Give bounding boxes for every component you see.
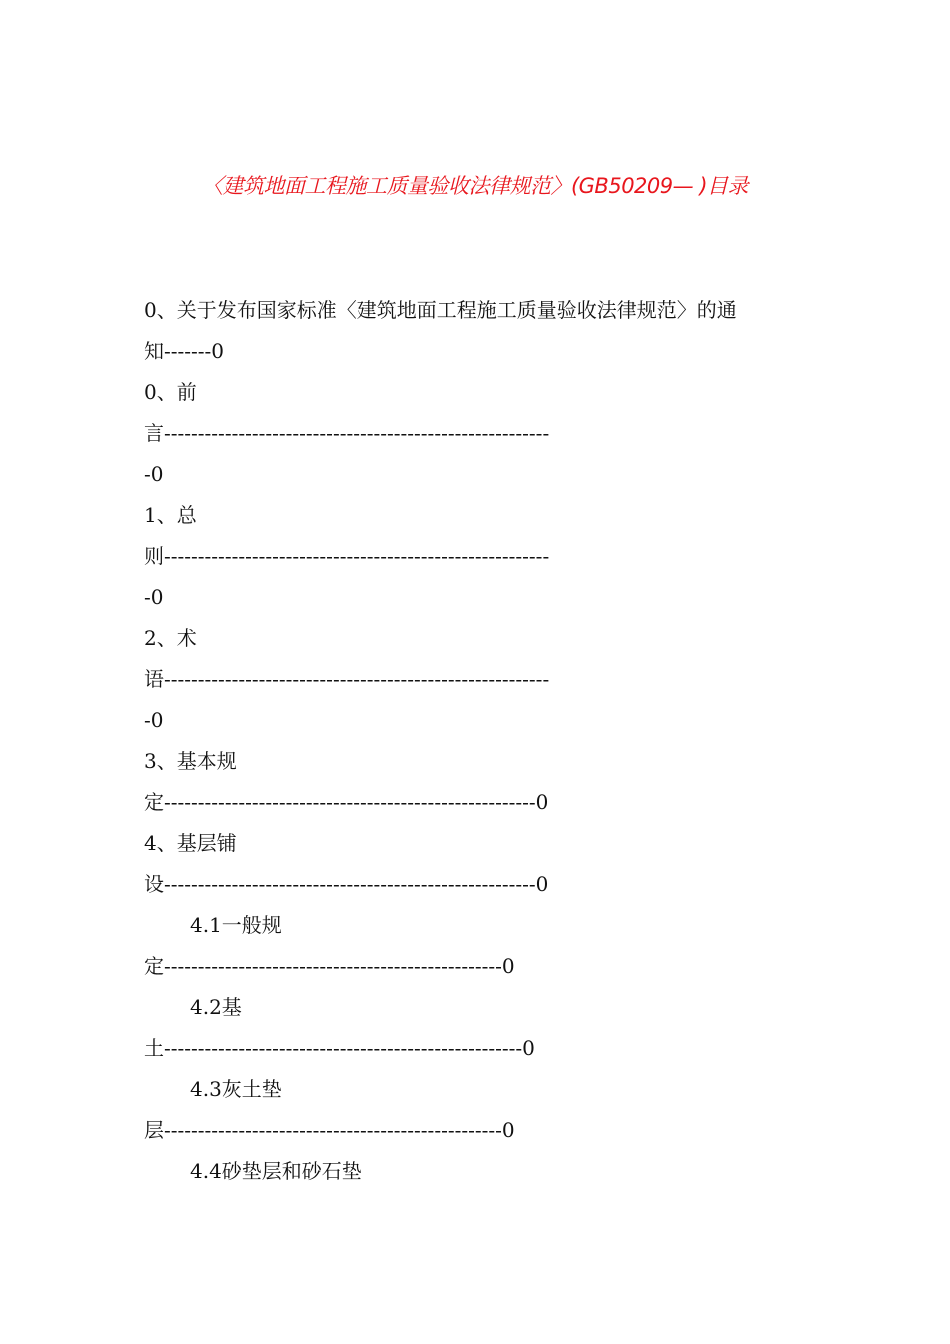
toc-line: 语--------------------------------------------------------- [144, 667, 550, 691]
toc-line: 定--------------------------------------------------0 [144, 954, 515, 978]
toc-line: 则--------------------------------------------------------- [144, 544, 550, 568]
toc-line: 0、前 [144, 380, 197, 404]
toc-line: 4.1一般规 [190, 913, 282, 937]
toc-line: 4.4砂垫层和砂石垫 [190, 1159, 362, 1183]
toc-line: 2、术 [144, 626, 197, 650]
toc-line: 层--------------------------------------------------0 [144, 1118, 515, 1142]
toc-line: 1、总 [144, 503, 197, 527]
toc-line: -0 [144, 585, 164, 609]
toc-line: -0 [144, 708, 164, 732]
toc-line: 4.2基 [190, 995, 242, 1019]
document-title: 〈建筑地面工程施工质量验收法律规范〉(GB50209— )目录 [201, 174, 749, 198]
toc-line: 4.3灰土垫 [190, 1077, 282, 1101]
toc-line: 知-------0 [144, 339, 225, 363]
toc-line: 言--------------------------------------------------------- [144, 421, 550, 445]
toc-line: -0 [144, 462, 164, 486]
toc-line: 4、基层铺 [144, 831, 237, 855]
toc-line: 0、关于发布国家标准〈建筑地面工程施工质量验收法律规范〉的通 [144, 298, 737, 322]
toc-line: 土-----------------------------------------------------0 [144, 1036, 535, 1060]
toc-line: 3、基本规 [144, 749, 237, 773]
toc-line: 定-------------------------------------------------------0 [144, 790, 549, 814]
toc-line: 设-------------------------------------------------------0 [144, 872, 549, 896]
